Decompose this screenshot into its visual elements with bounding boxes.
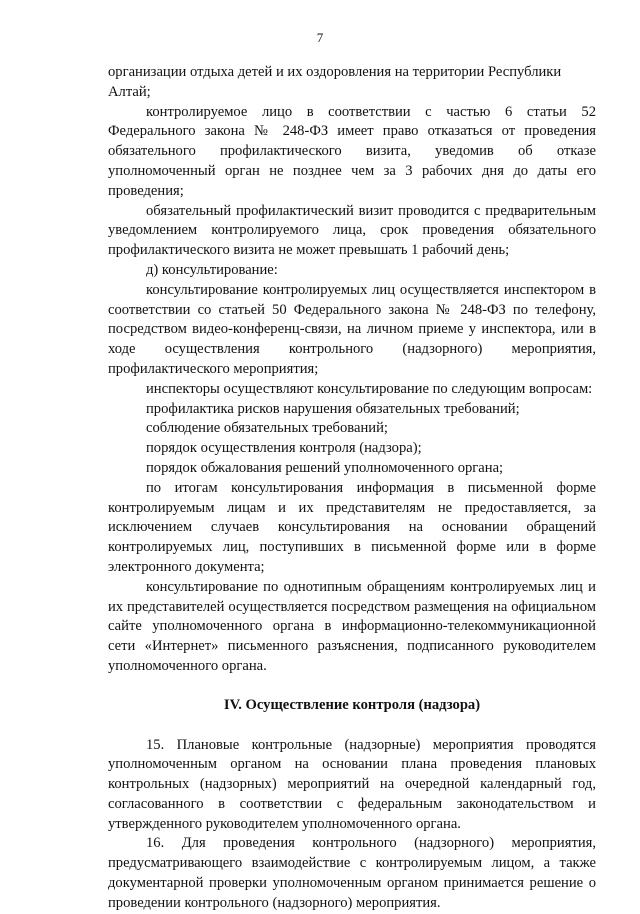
- section-heading: IV. Осуществление контроля (надзора): [223, 696, 481, 713]
- list-item: порядок осуществления контроля (надзора);: [146, 440, 422, 457]
- paragraph: 15. Плановые контрольные (надзорные) мероприятия проводятся уполномоченным органом на основании плана проведения плановых контрольных (надзорных) мероприятий на очередной календарный год, согласованного в соответствии с федеральным законодательством и утвержденного руководителем уполномоченного органа.: [108, 736, 596, 832]
- list-item: профилактика рисков нарушения обязательных требований;: [146, 400, 520, 417]
- paragraph: инспекторы осуществляют консультирование по следующим вопросам:: [146, 380, 593, 397]
- paragraph: 16. Для проведения контрольного (надзорного) мероприятия, предусматривающего взаимодействие с контролируемым лицом, а также документарной проверки уполномоченным органом принимается решение о проведении контрольного (надзорного) мероприятия.: [108, 835, 596, 911]
- document-body: [108, 63, 596, 914]
- paragraph: консультирование контролируемых лиц осуществляется инспектором в соответствии со статьей 50 Федерального закона № 248-ФЗ по телефону, посредством видео-конференц-связи, на личном приеме у инспектора, или в ходе осуществления контрольного (надзорного) мероприятия, профилактического мероприятия;: [108, 281, 596, 377]
- paragraph: контролируемое лицо в соответствии с частью 6 статьи 52 Федерального закона № 248-ФЗ имеет право отказаться от проведения обязательного профилактического визита, уведомив об отказе уполномоченный орган не позднее чем за 3 рабочих дня до даты его проведения;: [108, 103, 596, 199]
- page-number: 7: [316, 30, 324, 45]
- list-item: порядок обжалования решений уполномоченного органа;: [146, 459, 504, 476]
- paragraph: консультирование по однотипным обращениям контролируемых лиц и их представителей осуществляется посредством размещения на официальном сайте уполномоченного органа в информационно-телекоммуникационной сети «Интернет» письменного разъяснения, подписанного руководителем уполномоченного органа.: [108, 578, 596, 674]
- paragraph: обязательный профилактический визит проводится с предварительным уведомлением контролируемого лица, срок проведения обязательного профилактического визита не может превышать 1 рабочий день;: [108, 202, 596, 259]
- paragraph: по итогам консультирования информация в письменной форме контролируемым лицам и их представителям не предоставляется, за исключением случаев консультирования на основании обращений контролируемых лиц, поступивших в письменной форме или в форме электронного документа;: [108, 479, 596, 575]
- list-item: соблюдение обязательных требований;: [146, 420, 388, 437]
- paragraph: д) консультирование:: [146, 261, 278, 278]
- paragraph: организации отдыха детей и их оздоровления на территории Республики Алтай;: [108, 64, 562, 100]
